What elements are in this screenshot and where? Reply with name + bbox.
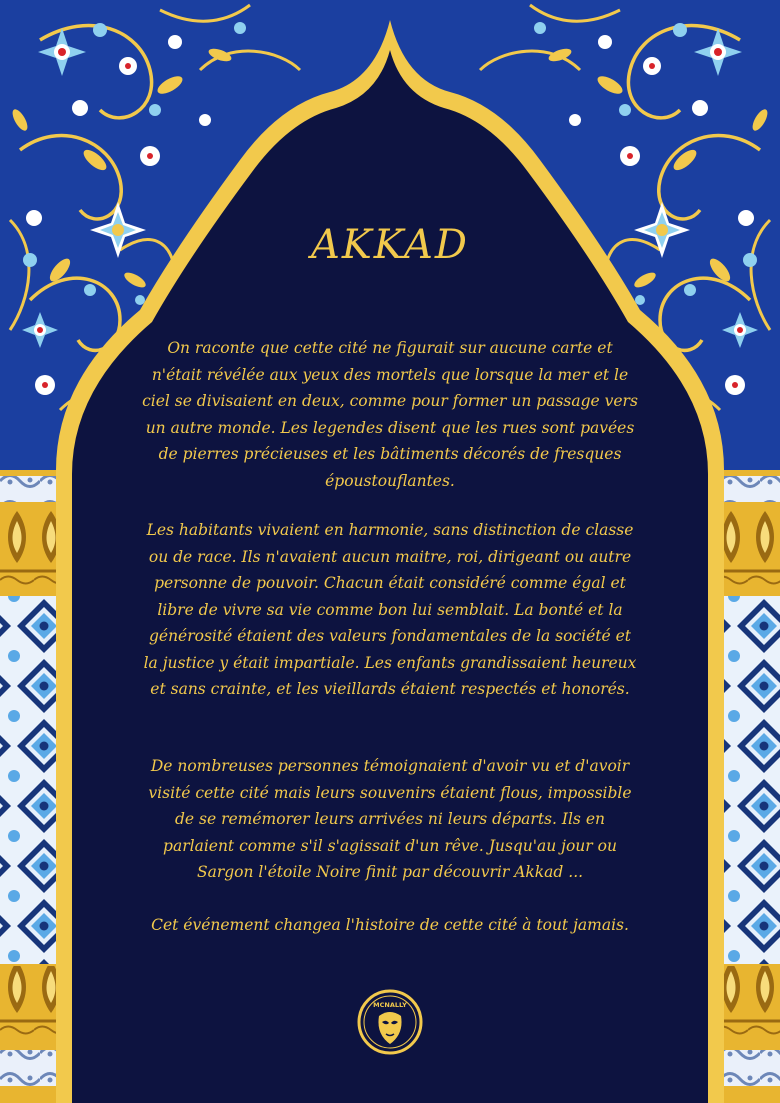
logo-text: MCNALLY <box>373 1001 407 1009</box>
page-title: AKKAD <box>311 222 469 268</box>
story-paragraph-1: On raconte que cette cité ne figurait sur aucune carte et n'était révélée aux yeux des mortels que lorsque la mer et le ciel se divisaient en deux, comme pour former un passage vers un autre monde. Les legendes disent que les rues sont pavées de pierres précieuses et les bâtiments décorés de fresques époustouflantes. <box>142 339 638 490</box>
story-paragraph-4: Cet événement changea l'histoire de cette cité à tout jamais. <box>151 916 629 934</box>
mcnally-logo <box>359 991 421 1053</box>
story-paragraph-3: De nombreuses personnes témoignaient d'avoir vu et d'avoir visité cette cité mais leurs souvenirs étaient flous, impossible de se remémorer leurs arrivées ni leurs départs. Ils en parlaient comme s'il s'agissait d'un rêve. Jusqu'au jour ou Sargon l'étoile Noire finit par découvrir Akkad ... <box>148 757 632 881</box>
story-paragraph-2: Les habitants vivaient en harmonie, sans distinction de classe ou de race. Ils n'avaient aucun maitre, roi, dirigeant ou autre personne de pouvoir. Chacun était considéré comme égal et libre de vivre sa vie comme bon lui semblait. La bonté et la générosité étaient des valeurs fondamentales de la société et la justice y était impartiale. Les enfants grandissaient heureux et sans crainte, et les vieillards étaient respectés et honorés. <box>143 521 637 698</box>
